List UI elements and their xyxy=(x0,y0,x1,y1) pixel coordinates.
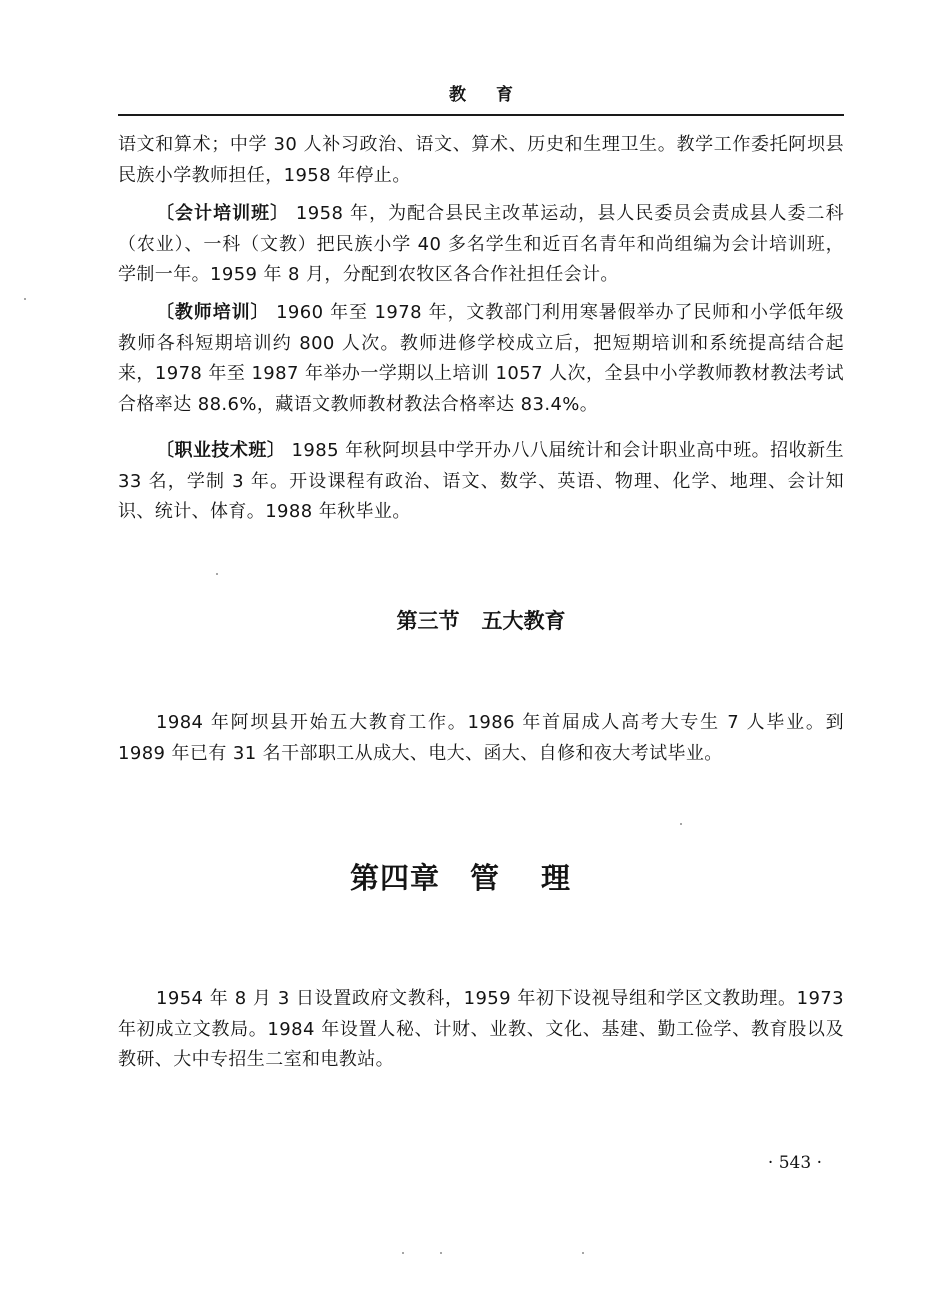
entry-accounting-training xyxy=(118,199,844,291)
chapter-number: 第四章 xyxy=(349,861,440,895)
scan-speck xyxy=(216,573,218,575)
scan-speck xyxy=(440,1252,442,1254)
entry-text: 1958 年，为配合县民主改革运动，县人民委员会责成县人委二科（农业）、一科（文教）把民族小学 40 多名学生和近百名青年和尚组编为会计培训班，学制一年。1959 年 8 月，分配到农牧区各合作社担任会计。 xyxy=(118,203,844,285)
scan-speck xyxy=(402,1252,404,1254)
chapter-paragraph: 1954 年 8 月 3 日设置政府文教科，1959 年初下设视导组和学区文教助理。1973 年初成立文教局。1984 年设置人秘、计财、业教、文化、基建、勤工俭学、教育股以及教研、大中专招生二室和电教站。 xyxy=(118,988,844,1070)
header-rule xyxy=(118,114,844,116)
entry-teacher-training xyxy=(118,298,844,420)
intro-paragraph: 语文和算术；中学 30 人补习政治、语文、算术、历史和生理卫生。教学工作委托阿坝县民族小学教师担任，1958 年停止。 xyxy=(118,134,844,186)
page-number: · 543 · xyxy=(767,1153,822,1173)
scan-speck xyxy=(24,298,26,300)
entry-text: 1960 年至 1978 年，文教部门利用寒暑假举办了民师和小学低年级教师各科短期培训约 800 人次。教师进修学校成立后，把短期培训和系统提高结合起来，1978 年至 1987 年举办一学期以上培训 1057 人次，全县中小学教师教材教法考试合格率达 88.6%，藏语文教师教材教法合格率达 83.4%。 xyxy=(118,302,844,415)
chapter-name: 管理 xyxy=(470,861,613,895)
chapter-title xyxy=(118,858,844,898)
entry-vocational-class xyxy=(118,436,844,528)
entry-heading: 〔教师培训〕 xyxy=(156,302,270,323)
section-title xyxy=(118,606,844,636)
entry-heading: 〔会计培训班〕 xyxy=(156,203,290,224)
entry-heading: 〔职业技术班〕 xyxy=(156,440,286,461)
running-header: 教育 xyxy=(449,85,543,105)
section-name: 五大教育 xyxy=(481,609,566,633)
section-paragraph: 1984 年阿坝县开始五大教育工作。1986 年首届成人高考大专生 7 人毕业。到 1989 年已有 31 名干部职工从成大、电大、函大、自修和夜大考试毕业。 xyxy=(118,712,844,764)
scan-speck xyxy=(680,823,682,825)
entry-text: 1985 年秋阿坝县中学开办八八届统计和会计职业高中班。招收新生 33 名，学制 3 年。开设课程有政治、语文、数学、英语、物理、化学、地理、会计知识、统计、体育。1988 年秋毕业。 xyxy=(118,440,844,522)
scan-speck xyxy=(582,1252,584,1254)
section-number: 第三节 xyxy=(396,609,460,633)
